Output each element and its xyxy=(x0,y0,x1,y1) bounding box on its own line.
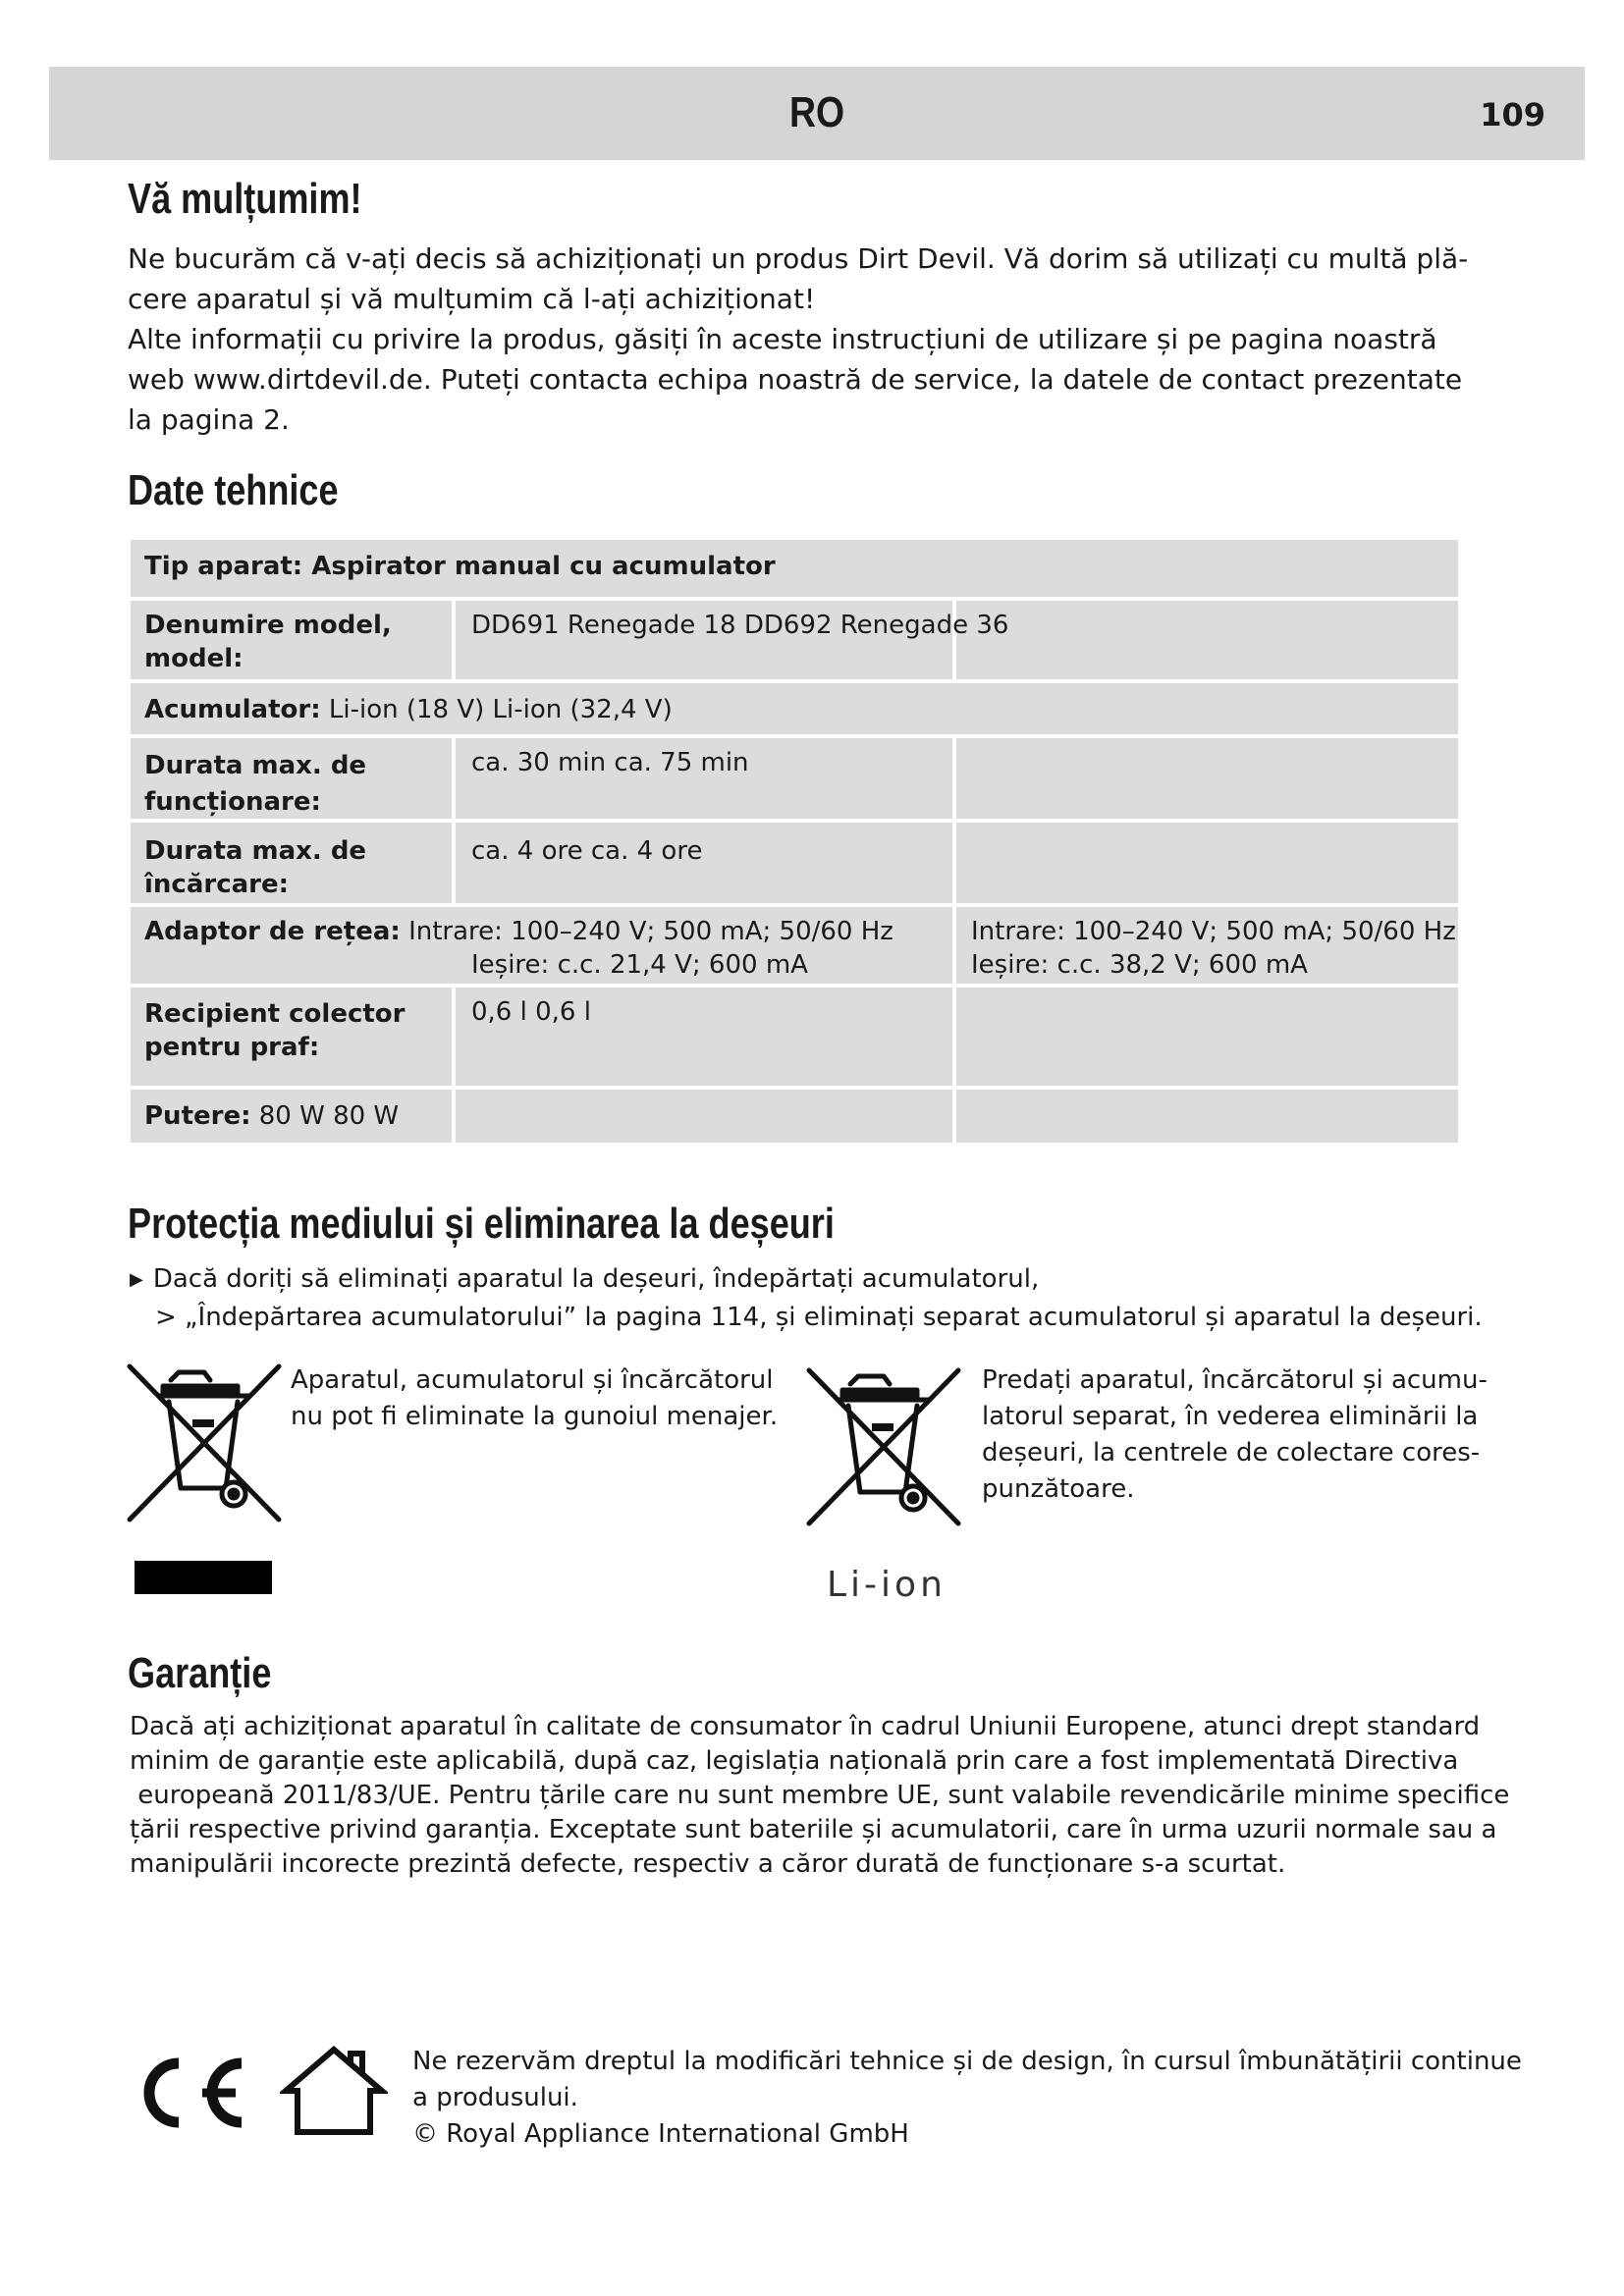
label-line: model: xyxy=(144,644,244,673)
text-line: manipulării incorecte prezintă defecte, respectiv a căror durată de funcționare s-a scurtat. xyxy=(130,1849,1286,1879)
label-line: Denumire model, xyxy=(144,611,392,640)
text-line: țării respective privind garanția. Exceptate sunt bateriile și acumulatorii, care în urma uzurii normale sau a xyxy=(130,1815,1497,1844)
table-cell xyxy=(956,823,1458,903)
runtime-value: ca. 30 min ca. 75 min xyxy=(471,748,749,777)
bullet-arrow-icon: ▶ xyxy=(130,1269,143,1290)
ce-mark-icon xyxy=(126,2054,253,2132)
tech-table xyxy=(131,540,1458,1143)
table-cell xyxy=(956,601,1458,679)
dust-container-value: 0,6 l 0,6 l xyxy=(471,997,591,1027)
label-line: Durata max. de xyxy=(144,836,367,866)
accumulator-row xyxy=(144,693,673,726)
right-disposal-text xyxy=(982,1362,1488,1508)
text-line: punzătoare. xyxy=(982,1474,1135,1504)
text-line: deșeuri, la centrele de colectare cores- xyxy=(982,1438,1481,1468)
environment-instructions xyxy=(130,1260,1483,1336)
dust-container-label xyxy=(144,997,405,1064)
thanks-line: Ne bucurăm că v-ați decis să achiziționați un produs Dirt Devil. Vă dorim să utilizați cu multă plă- xyxy=(128,242,1469,275)
text-line: minim de garanție este aplicabilă, după caz, legislația națională prin care a fost implementată Directiva xyxy=(130,1746,1459,1776)
thanks-line: la pagina 2. xyxy=(128,403,290,436)
left-disposal-text xyxy=(291,1362,778,1435)
model-value: DD691 Renegade 18 DD692 Renegade 36 xyxy=(471,611,1009,640)
page-reference: > „Îndepărtarea acumulatorului” la pagina 114, și eliminați separat acumulatorul și aparatul la deșeuri. xyxy=(155,1303,1483,1332)
footer-text xyxy=(412,2044,1522,2153)
bullet-item xyxy=(130,1260,1483,1299)
text-line: europeană 2011/83/UE. Pentru țările care nu sunt membre UE, sunt valabile revendicările minime specifice xyxy=(130,1781,1510,1810)
label-line: Recipient colector xyxy=(144,999,406,1029)
adapter-input-2: Intrare: 100–240 V; 500 mA; 50/60 Hz xyxy=(971,917,1456,946)
text-line: a produsului. xyxy=(412,2083,578,2112)
text-line: Predați aparatul, încărcătorul și acumu- xyxy=(982,1365,1488,1395)
text-line: Aparatul, acumulatorul și încărcătorul xyxy=(291,1365,774,1395)
thanks-line: web www.dirtdevil.de. Puteți contacta echipa noastră de service, la datele de contact prezentate xyxy=(128,363,1463,396)
indoor-use-house-icon xyxy=(280,2044,388,2138)
adapter-output-1: Ieșire: c.c. 21,4 V; 600 mA xyxy=(471,950,808,980)
label-line: Durata max. de xyxy=(144,751,367,780)
adapter-output-2: Ieșire: c.c. 38,2 V; 600 mA xyxy=(971,950,1308,980)
thanks-line: cere aparatul și vă mulțumim că l-ați achiziționat! xyxy=(128,283,816,315)
table-cell xyxy=(956,738,1458,819)
page-header xyxy=(49,67,1585,160)
text-line: Ne rezervăm dreptul la modificări tehnice și de design, în cursul îmbunătățirii continue xyxy=(412,2047,1522,2076)
warranty-title: Garanție xyxy=(128,1649,272,1697)
li-ion-label: Li-ion xyxy=(827,1565,947,1605)
tech-title: Date tehnice xyxy=(128,466,339,514)
label-line: încărcare: xyxy=(144,870,290,899)
thanks-line: Alte informații cu privire la produs, găsiți în aceste instrucțiuni de utilizare și pe pagina noastră xyxy=(128,323,1437,355)
warranty-paragraph xyxy=(130,1710,1509,1882)
model-label xyxy=(144,609,392,675)
table-cell xyxy=(956,988,1458,1086)
page-number: 109 xyxy=(1480,96,1545,133)
adapter-row xyxy=(144,915,893,948)
power-row xyxy=(144,1099,399,1133)
table-cell xyxy=(456,1090,952,1143)
label-line: pentru praf: xyxy=(144,1033,320,1062)
adapter-label: Adaptor de rețea: xyxy=(144,917,401,946)
thanks-paragraph xyxy=(128,239,1468,440)
black-bar-marking xyxy=(135,1561,272,1594)
crossed-bin-icon xyxy=(124,1362,285,1529)
copyright: © Royal Appliance International GmbH xyxy=(412,2119,909,2149)
text-line: nu pot fi eliminate la gunoiul menajer. xyxy=(291,1402,779,1431)
language-code: RO xyxy=(788,88,845,136)
power-value: 80 W 80 W xyxy=(258,1101,400,1131)
bullet-text: Dacă doriți să eliminați aparatul la deșeuri, îndepărtați acumulatorul, xyxy=(152,1264,1040,1294)
crossed-bin-battery-icon xyxy=(803,1366,964,1533)
text-line: latorul separat, în vederea eliminării la xyxy=(982,1402,1479,1431)
text-line: Dacă ați achiziționat aparatul în calitate de consumator în cadrul Uniunii Europene, atunci drept standard xyxy=(130,1712,1481,1741)
charge-time-value: ca. 4 ore ca. 4 ore xyxy=(471,836,703,866)
label-line: funcționare: xyxy=(144,787,321,817)
accumulator-label: Acumulator: xyxy=(144,695,321,724)
charge-time-label xyxy=(144,834,366,901)
device-type: Tip aparat: Aspirator manual cu acumulator xyxy=(144,552,776,581)
adapter-input-1: Intrare: 100–240 V; 500 mA; 50/60 Hz xyxy=(408,917,893,946)
thanks-title: Vă mulțumim! xyxy=(128,175,362,223)
power-label: Putere: xyxy=(144,1101,251,1131)
environment-title: Protecția mediului și eliminarea la deșeuri xyxy=(128,1200,835,1248)
table-cell xyxy=(956,1090,1458,1143)
runtime-label xyxy=(144,748,366,821)
accumulator-value: Li-ion (18 V) Li-ion (32,4 V) xyxy=(328,695,673,724)
